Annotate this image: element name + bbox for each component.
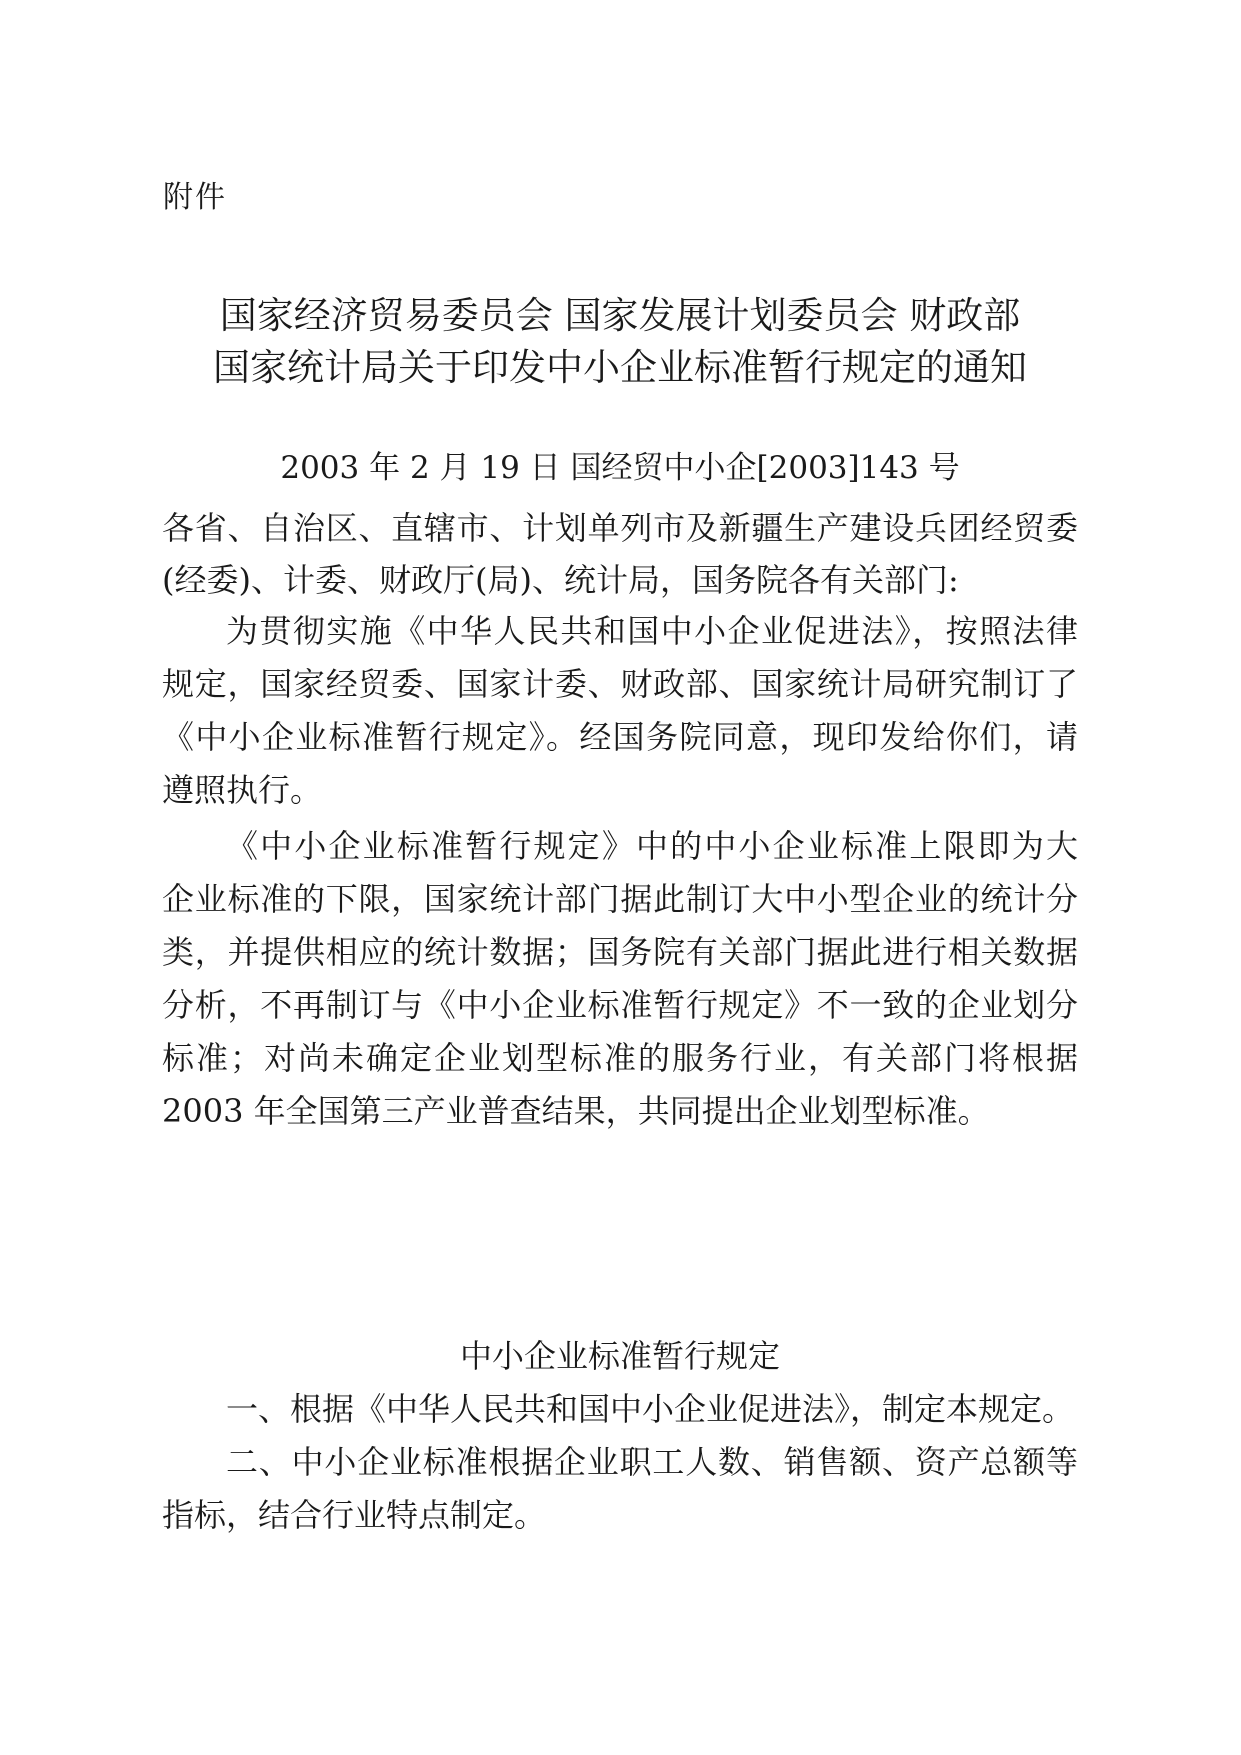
- attachment-label: 附件: [163, 180, 227, 215]
- paragraph-line: 《中小企业标准暂行规定》。经国务院同意，现印发给你们，请: [162, 718, 1078, 756]
- article-line: 一、根据《中华人民共和国中小企业促进法》，制定本规定。: [226, 1390, 1075, 1428]
- paragraph-line: 分析，不再制订与《中小企业标准暂行规定》不一致的企业划分: [162, 986, 1078, 1024]
- addressee-line: 各省、自治区、直辖市、计划单列市及新疆生产建设兵团经贸委: [162, 509, 1078, 547]
- regulation-heading: 中小企业标准暂行规定: [459, 1337, 780, 1375]
- notice-title-line-2: 国家统计局关于印发中小企业标准暂行规定的通知: [213, 346, 1027, 389]
- paragraph-line: 规定，国家经贸委、国家计委、财政部、国家统计局研究制订了: [162, 665, 1078, 703]
- addressee-line: (经委)、计委、财政厅(局)、统计局，国务院各有关部门:: [162, 561, 959, 599]
- paragraph-line: 类，并提供相应的统计数据；国务院有关部门据此进行相关数据: [162, 933, 1078, 971]
- paragraph-line: 为贯彻实施《中华人民共和国中小企业促进法》，按照法律: [226, 612, 1078, 650]
- article-line: 指标，结合行业特点制定。: [162, 1496, 547, 1534]
- paragraph-line: 《中小企业标准暂行规定》中的中小企业标准上限即为大: [226, 827, 1078, 865]
- paragraph-line: 企业标准的下限，国家统计部门据此制订大中小型企业的统计分: [162, 880, 1078, 918]
- issue-date-and-document-number: 2003 年 2 月 19 日 国经贸中小企[2003]143 号: [280, 450, 960, 486]
- paragraph-line: 2003 年全国第三产业普查结果，共同提出企业划型标准。: [162, 1092, 990, 1130]
- paragraph-line: 标准；对尚未确定企业划型标准的服务行业，有关部门将根据: [162, 1039, 1078, 1077]
- article-line: 二、中小企业标准根据企业职工人数、销售额、资产总额等: [226, 1443, 1078, 1481]
- paragraph-line: 遵照执行。: [162, 771, 323, 809]
- notice-title-line-1: 国家经济贸易委员会 国家发展计划委员会 财政部: [219, 294, 1021, 337]
